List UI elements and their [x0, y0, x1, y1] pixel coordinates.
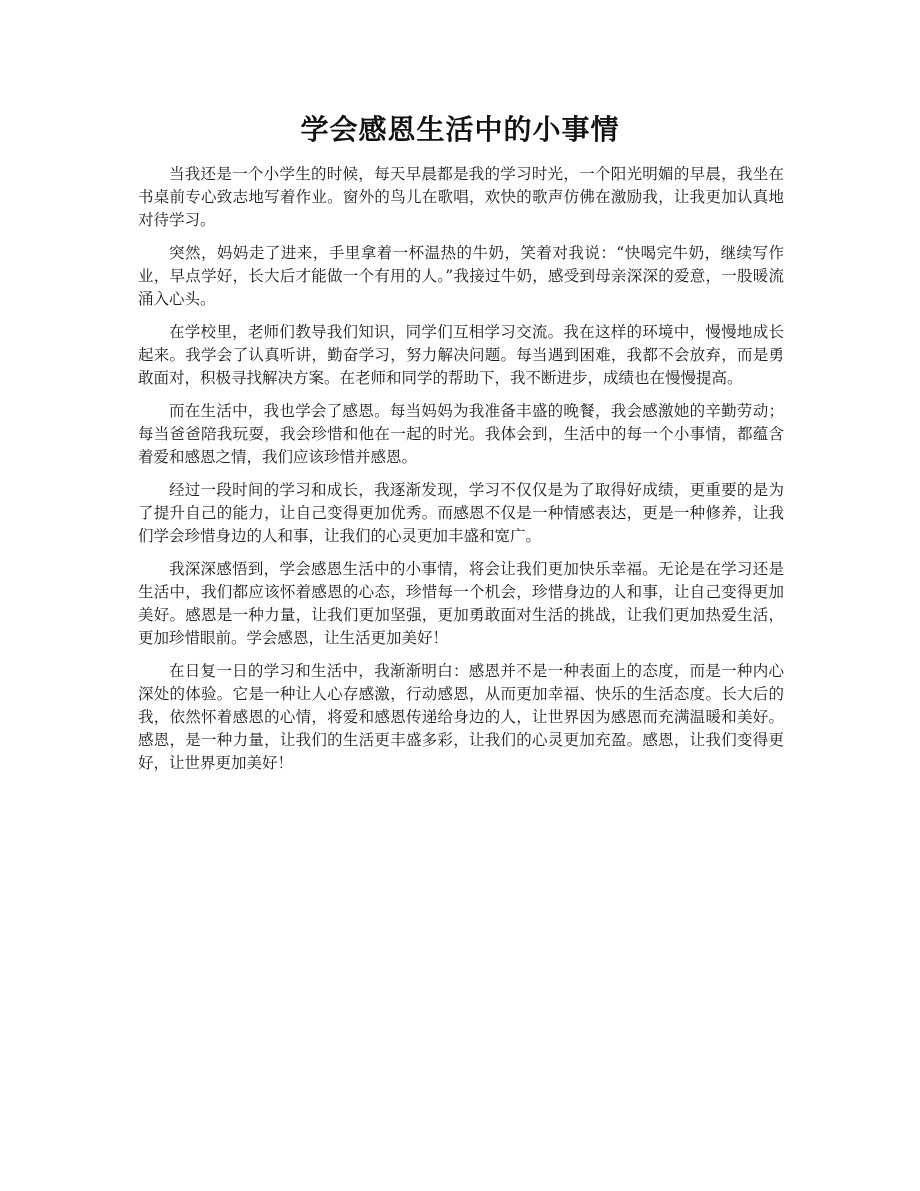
paragraph-4: 而在生活中，我也学会了感恩。每当妈妈为我准备丰盛的晚餐，我会感激她的辛勤劳动；每当爸爸陪我玩耍，我会珍惜和他在一起的时光。我体会到，生活中的每一个小事情，都蕴含着爱和感恩之情，我们应该珍惜并感恩。 [138, 402, 784, 466]
paragraph-2: 突然，妈妈走了进来，手里拿着一杯温热的牛奶，笑着对我说：“快喝完牛奶，继续写作业，早点学好，长大后才能做一个有用的人。”我接过牛奶，感受到母亲深深的爱意，一股暖流涌入心头。 [138, 244, 784, 308]
paragraph-1: 当我还是一个小学生的时候，每天早晨都是我的学习时光，一个阳光明媚的早晨，我坐在书桌前专心致志地写着作业。窗外的鸟儿在歌唱，欢快的歌声仿佛在激励我，让我更加认真地对待学习。 [138, 165, 784, 229]
paragraph-5: 经过一段时间的学习和成长，我逐渐发现，学习不仅仅是为了取得好成绩，更重要的是为了提升自己的能力，让自己变得更加优秀。而感恩不仅是一种情感表达，更是一种修养，让我们学会珍惜身边的人和事，让我们的心灵更加丰盛和宽广。 [138, 481, 784, 545]
paragraph-7: 在日复一日的学习和生活中，我渐渐明白：感恩并不是一种表面上的态度，而是一种内心深处的体验。它是一种让人心存感激，行动感恩，从而更加幸福、快乐的生活态度。长大后的我，依然怀着感恩的心情，将爱和感恩传递给身边的人，让世界因为感恩而充满温暖和美好。感恩，是一种力量，让我们的生活更丰盛多彩，让我们的心灵更加充盈。感恩，让我们变得更好，让世界更加美好！ [138, 662, 784, 772]
paragraph-6: 我深深感悟到，学会感恩生活中的小事情，将会让我们更加快乐幸福。无论是在学习还是生活中，我们都应该怀着感恩的心态，珍惜每一个机会，珍惜身边的人和事，让自己变得更加美好。感恩是一种力量，让我们更加坚强，更加勇敢面对生活的挑战，让我们更加热爱生活，更加珍惜眼前。学会感恩，让生活更加美好！ [138, 560, 784, 647]
document-title: 学会感恩生活中的小事情 [300, 113, 620, 146]
document-body [138, 163, 784, 785]
paragraph-3: 在学校里，老师们教导我们知识，同学们互相学习交流。我在这样的环境中，慢慢地成长起来。我学会了认真听讲，勤奋学习，努力解决问题。每当遇到困难，我都不会放弃，而是勇敢面对，积极寻找解决方案。在老师和同学的帮助下，我不断进步，成绩也在慢慢提高。 [138, 323, 784, 387]
